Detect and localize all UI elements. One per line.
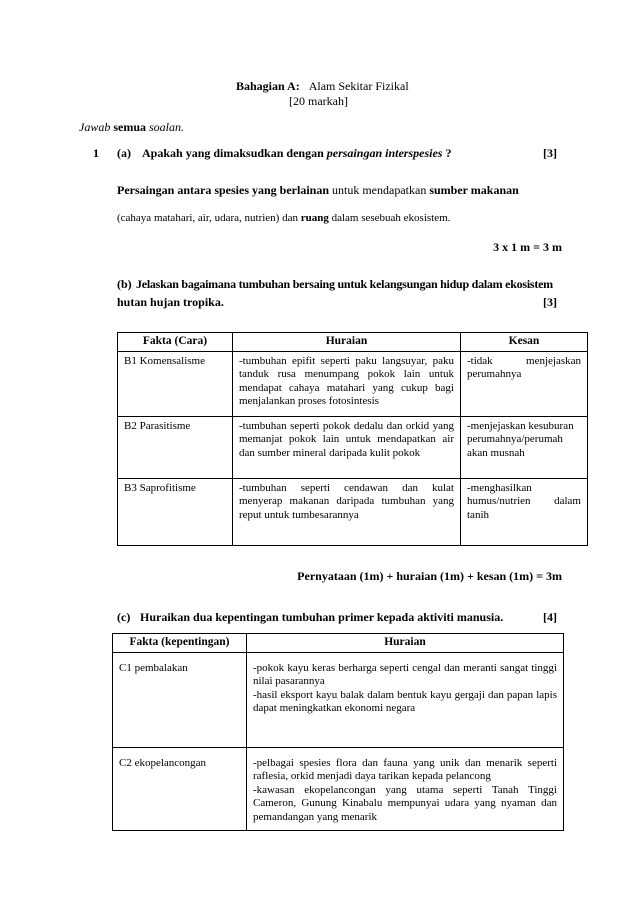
question-a-start: Apakah yang dimaksudkan dengan <box>142 146 324 160</box>
table-c-huraian-cell <box>247 747 564 830</box>
answer-b-scoring: Pernyataan (1m) + huraian (1m) + kesan (1m) = 3m <box>297 569 562 583</box>
table-row <box>118 351 588 416</box>
section-label: Bahagian A: <box>236 79 300 93</box>
table-c-huraian-point: -pelbagai spesies flora dan fauna yang unik dan menarik seperti raflesia, orkid menjadi daya tarikan kepada pelancong <box>253 756 557 782</box>
question-a-term: persaingan interspesies <box>326 146 443 160</box>
question-a-end: ? <box>445 146 452 160</box>
question-c-text: Huraikan dua kepentingan tumbuhan primer kepada aktiviti manusia. <box>140 610 504 624</box>
table-c-header-fakta: Fakta (kepentingan) <box>113 634 247 653</box>
answer-a-bold1: Persaingan antara spesies yang berlainan <box>117 183 330 197</box>
question-a-label: (a) <box>117 146 131 160</box>
question-b-line2: hutan hujan tropika. <box>117 295 224 309</box>
table-c <box>112 633 564 831</box>
answer-a-line1 <box>117 183 557 198</box>
table-c-header-row <box>113 634 564 653</box>
table-b-kesan-cell: -menjejaskan kesuburan perumahnya/perumah akan musnah <box>461 416 588 478</box>
table-c-fakta-cell: C2 ekopelancongan <box>113 747 247 830</box>
instruction <box>79 120 184 135</box>
table-b-kesan-cell: -tidak menjejaskan perumahnya <box>461 351 588 416</box>
section-heading <box>236 79 496 94</box>
table-b-fakta-cell: B3 Saprofitisme <box>118 478 233 545</box>
question-c-marks: [4] <box>543 610 557 624</box>
table-c-huraian-point: -kawasan ekopelancongan yang utama seperti Tanah Tinggi Cameron, Gunung Kinabalu mempunyai udara yang nyaman dan pemandangan yang menarik <box>253 783 557 823</box>
question-c-label: (c) <box>117 610 131 624</box>
table-b-huraian-cell: -tumbuhan epifit seperti paku langsuyar, paku tanduk rusa menumpang pokok lain untuk mendapat cahaya matahari yang cukup bagi menjalankan proses fotosintesis <box>233 351 461 416</box>
table-b-huraian-cell: -tumbuhan seperti cendawan dan kulat menyerap makanan daripada tumbuhan yang reput untuk tumbesarannya <box>233 478 461 545</box>
section-title: Alam Sekitar Fizikal <box>308 79 409 93</box>
table-b-fakta-cell: B2 Parasitisme <box>118 416 233 478</box>
question-a-text <box>142 146 472 161</box>
table-c-huraian-cell <box>247 652 564 747</box>
table-b-huraian-cell: -tumbuhan seperti pokok dedalu dan orkid yang memanjat pokok lain untuk mendapatkan air dan sumber mineral daripada kulit pokok <box>233 416 461 478</box>
table-row <box>118 416 588 478</box>
table-row <box>118 478 588 545</box>
table-b <box>117 332 588 546</box>
table-b-header-kesan: Kesan <box>461 333 588 352</box>
instruction-bold: semua <box>113 120 147 134</box>
instruction-rest: soalan. <box>149 120 185 134</box>
answer-a-bold2: sumber makanan <box>429 183 519 197</box>
question-a-marks: [3] <box>543 146 557 160</box>
table-row <box>113 652 564 747</box>
section-marks: [20 markah] <box>289 94 348 108</box>
answer-a-line2-bold: ruang <box>300 212 329 224</box>
table-b-header-fakta: Fakta (Cara) <box>118 333 233 352</box>
question-b-marks: [3] <box>543 295 557 309</box>
table-b-header-row <box>118 333 588 352</box>
table-row <box>113 747 564 830</box>
table-c-header-huraian: Huraian <box>247 634 564 653</box>
answer-a-line2 <box>117 212 557 226</box>
answer-a-line2-start: (cahaya matahari, air, udara, nutrien) dan <box>117 212 298 224</box>
answer-a-line2-end: dalam sesebuah ekosistem. <box>331 212 451 224</box>
table-b-kesan-cell: -menghasilkan humus/nutrien dalam tanih <box>461 478 588 545</box>
question-b-line1: Jelaskan bagaimana tumbuhan bersaing untuk kelangsungan hidup dalam ekosistem <box>136 277 553 291</box>
question-b-label: (b) <box>117 277 132 291</box>
answer-a-mid: untuk mendapatkan <box>332 183 427 197</box>
table-b-fakta-cell: B1 Komensalisme <box>118 351 233 416</box>
table-c-huraian-point: -hasil eksport kayu balak dalam bentuk kayu gergaji dan papan lapis dapat meningkatkan ekonomi negara <box>253 688 557 714</box>
table-b-header-huraian: Huraian <box>233 333 461 352</box>
question-number: 1 <box>93 146 99 160</box>
table-c-fakta-cell: C1 pembalakan <box>113 652 247 747</box>
answer-a-scoring: 3 x 1 m = 3 m <box>493 240 562 254</box>
instruction-italic: Jawab <box>79 120 111 134</box>
table-c-huraian-point: -pokok kayu keras berharga seperti cengal dan meranti sangat tinggi nilai pasarannya <box>253 661 557 687</box>
